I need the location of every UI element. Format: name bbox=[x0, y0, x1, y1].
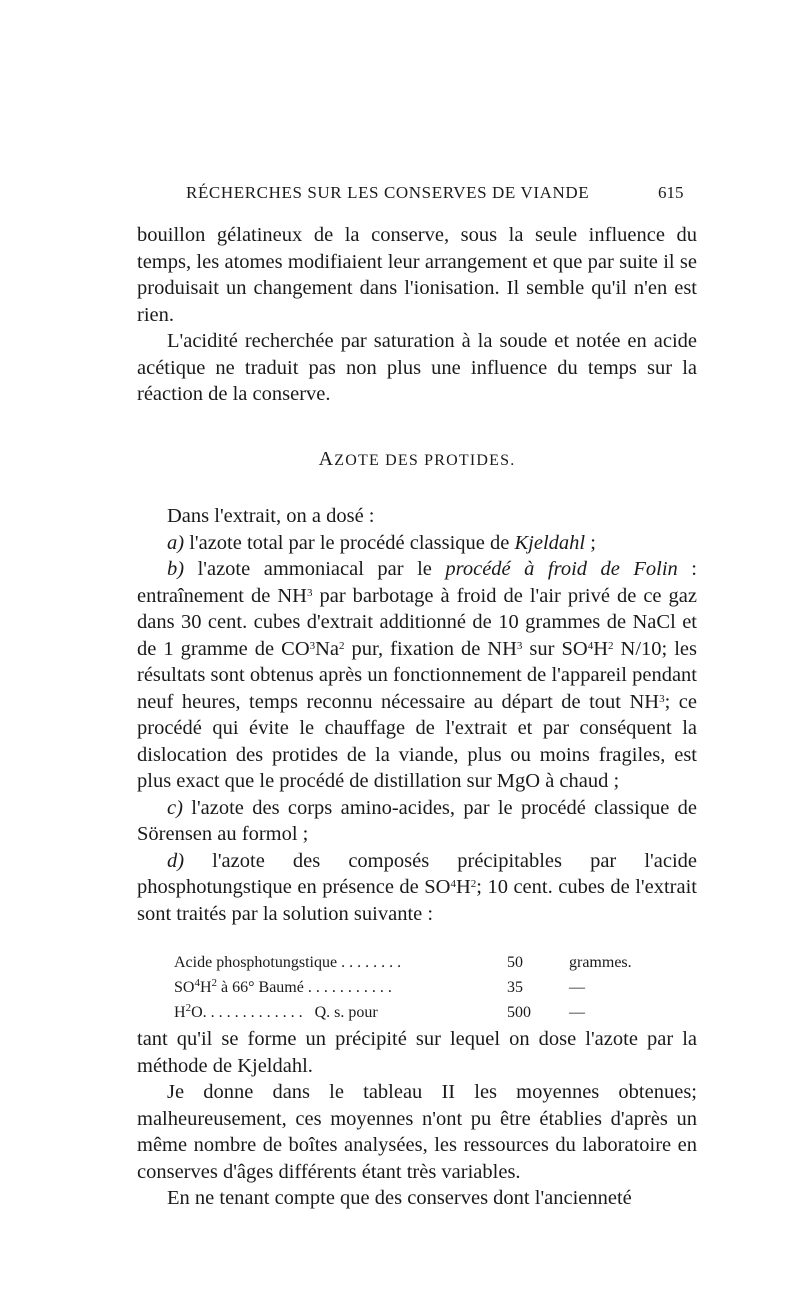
reagent-unit: grammes. bbox=[569, 954, 632, 971]
text-block-bottom bbox=[137, 1026, 697, 1212]
reagent-row bbox=[174, 950, 654, 975]
item-a: a) l'azote total par le procédé classique de Kjeldahl ; bbox=[167, 531, 596, 554]
reagent-name: $SO^4H^2$ à 66° Baumé . . . . . . . . . . . bbox=[174, 977, 392, 996]
reagent-amount: 500 bbox=[507, 1004, 531, 1021]
section-heading-cap: A bbox=[318, 448, 335, 470]
paragraph-continuation: bouillon gélatineux de la conserve, sous la seule influence du temps, les atomes modifiaient leur arrangement et que par suite il se produisait un changement dans l'ionisation. Il semble qu'il n'en est rien. bbox=[137, 224, 697, 326]
running-title: RÉCHERCHES SUR LES CONSERVES DE VIANDE bbox=[186, 183, 590, 202]
item-b-label: b) bbox=[167, 558, 185, 580]
page-number: 615 bbox=[658, 183, 684, 202]
reagent-row bbox=[174, 1000, 654, 1025]
paragraph-table-ii: Je donne dans le tableau II les moyennes obtenues; malheureusement, ces moyennes n'ont pu être établies d'après un même nombre de boîtes analysées, les ressources du laboratoire en conserves d'âges différents étant très variables. bbox=[137, 1081, 697, 1183]
paragraph-age: En ne tenant compte que des conserves dont l'ancienneté bbox=[167, 1187, 632, 1209]
reagent-row bbox=[174, 975, 654, 1000]
paragraph-precipitate: tant qu'il se forme un précipité sur lequel on dose l'azote par la méthode de Kjeldahl. bbox=[137, 1028, 697, 1077]
item-a-label: a) bbox=[167, 531, 185, 554]
paragraph-acidity: L'acidité recherchée par saturation à la soude et notée en acide acétique ne traduit pas non plus une influence du temps sur la réaction de la conserve. bbox=[137, 330, 697, 405]
item-b: b) l'azote ammoniacal par le procédé à froid de Folin : entraînement de $NH^3$ par barbotage à froid de l'air privé de ce gaz dans 30 cent. cubes d'extrait additionné de 10 grammes de NaCl et de 1 gramme de $CO^3Na^2$ pur, fixation de $NH^3$ sur $SO^4H^2$ N/10; les résultats sont obtenus après un fonctionnement de l'appareil pendant neuf heures, temps reconnu nécessaire au départ de tout $NH^3$; ce procédé qui évite le chauffage de l'extrait et par conséquent la dislocation des protides de la viande, plus ou moins fragiles, est plus exact que le procédé de distillation sur MgO à chaud ; bbox=[137, 558, 697, 792]
reagent-list bbox=[174, 950, 654, 1025]
reagent-unit: — bbox=[569, 1004, 585, 1021]
reagent-name: Acide phosphotungstique . . . . . . . . bbox=[174, 954, 402, 971]
reagent-amount: 35 bbox=[507, 979, 523, 996]
reagent-amount: 50 bbox=[507, 954, 523, 971]
reagent-name: $H^2O$. . . . . . . . . . . . . Q. s. pour bbox=[174, 1002, 378, 1021]
item-c-label: c) bbox=[167, 796, 183, 819]
text-block-top bbox=[137, 222, 697, 408]
folin-method: procédé à froid de Folin bbox=[445, 558, 678, 580]
section-heading bbox=[137, 448, 697, 471]
item-d-label: d) bbox=[167, 849, 185, 872]
kjeldahl-name: Kjeldahl bbox=[514, 531, 586, 554]
reagent-unit: — bbox=[569, 979, 585, 996]
section-heading-rest: ZOTE DES PROTIDES. bbox=[334, 452, 516, 469]
text-block-methods bbox=[137, 503, 697, 927]
item-d: d) l'azote des composés précipitables par l'acide phosphotungstique en présence de $SO^4H^2$; 10 cent. cubes de l'extrait sont traités par la solution suivante : bbox=[137, 849, 697, 925]
item-c: c) l'azote des corps amino-acides, par le procédé classique de Sörensen au formol ; bbox=[137, 796, 697, 845]
paragraph-intro: Dans l'extrait, on a dosé : bbox=[167, 505, 375, 527]
